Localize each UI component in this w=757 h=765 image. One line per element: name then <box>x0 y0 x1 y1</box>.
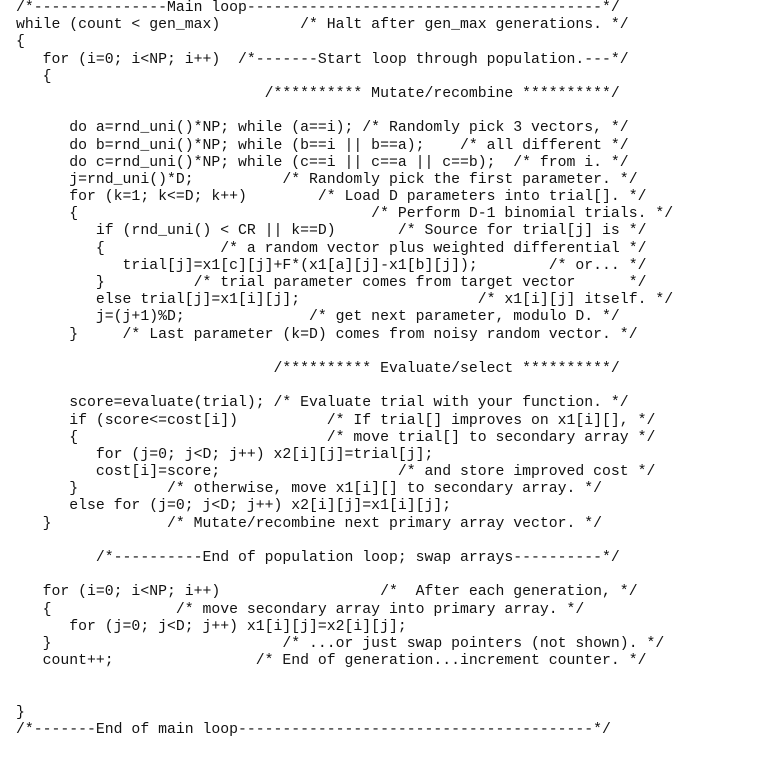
code-line: for (i=0; i<NP; i++) /*-------Start loop through population.---*/ <box>16 51 629 68</box>
code-line: /*---------------Main loop----------------------------------------*/ <box>16 0 620 16</box>
code-line: } <box>16 704 25 721</box>
code-line: } /* trial parameter comes from target vector */ <box>16 275 647 291</box>
code-line <box>16 688 751 705</box>
code-line <box>16 378 751 395</box>
code-line <box>16 533 751 550</box>
code-line <box>16 344 751 361</box>
code-line: do b=rnd_uni()*NP; while (b==i || b==a); /* all different */ <box>16 137 629 154</box>
code-line: for (i=0; i<NP; i++) /* After each generation, */ <box>16 584 638 601</box>
code-line: } /* ...or just swap pointers (not shown). */ <box>16 635 665 652</box>
code-line: /********** Mutate/recombine **********/ <box>16 85 620 102</box>
code-line: /********** Evaluate/select **********/ <box>16 360 620 377</box>
code-line: do c=rnd_uni()*NP; while (c==i || c==a || c==b); /* from i. */ <box>16 154 629 171</box>
code-line: for (j=0; j<D; j++) x1[i][j]=x2[i][j]; <box>16 618 407 635</box>
code-line: if (rnd_uni() < CR || k==D) /* Source for trial[j] is */ <box>16 223 647 240</box>
code-line: } /* otherwise, move x1[i][] to secondary array. */ <box>16 481 603 498</box>
code-line: { /* a random vector plus weighted differential */ <box>16 240 647 257</box>
code-line: if (score<=cost[i]) /* If trial[] improves on x1[i][], */ <box>16 412 656 429</box>
code-line: while (count < gen_max) /* Halt after gen_max generations. */ <box>16 17 629 34</box>
code-line: else trial[j]=x1[i][j]; /* x1[i][j] itself. */ <box>16 292 674 309</box>
code-line: /*-------End of main loop----------------------------------------*/ <box>16 721 611 738</box>
code-line: j=rnd_uni()*D; /* Randomly pick the first parameter. */ <box>16 171 638 188</box>
code-line: } /* Mutate/recombine next primary array vector. */ <box>16 515 603 532</box>
code-line: trial[j]=x1[c][j]+F*(x1[a][j]-x1[b][j]); /* or... */ <box>16 257 647 274</box>
code-line: for (j=0; j<D; j++) x2[i][j]=trial[j]; <box>16 446 434 463</box>
code-line: score=evaluate(trial); /* Evaluate trial with your function. */ <box>16 395 629 412</box>
code-listing <box>16 0 751 739</box>
code-line: count++; /* End of generation...increment counter. */ <box>16 653 647 670</box>
code-line <box>16 103 751 120</box>
code-line: j=(j+1)%D; /* get next parameter, modulo D. */ <box>16 309 620 326</box>
code-line: do a=rnd_uni()*NP; while (a==i); /* Randomly pick 3 vectors, */ <box>16 120 629 137</box>
code-line: else for (j=0; j<D; j++) x2[i][j]=x1[i][j]; <box>16 498 452 515</box>
code-line <box>16 670 751 687</box>
code-line: } /* Last parameter (k=D) comes from noisy random vector. */ <box>16 326 638 343</box>
code-line: { /* move secondary array into primary array. */ <box>16 601 585 618</box>
code-line: { /* move trial[] to secondary array */ <box>16 429 656 446</box>
code-line: for (k=1; k<=D; k++) /* Load D parameters into trial[]. */ <box>16 189 647 206</box>
code-line: { <box>16 68 52 85</box>
code-line <box>16 567 751 584</box>
code-line: { <box>16 34 25 51</box>
code-line: cost[i]=score; /* and store improved cost */ <box>16 464 656 481</box>
code-line: /*----------End of population loop; swap arrays----------*/ <box>16 550 620 566</box>
code-line: { /* Perform D-1 binomial trials. */ <box>16 206 674 223</box>
